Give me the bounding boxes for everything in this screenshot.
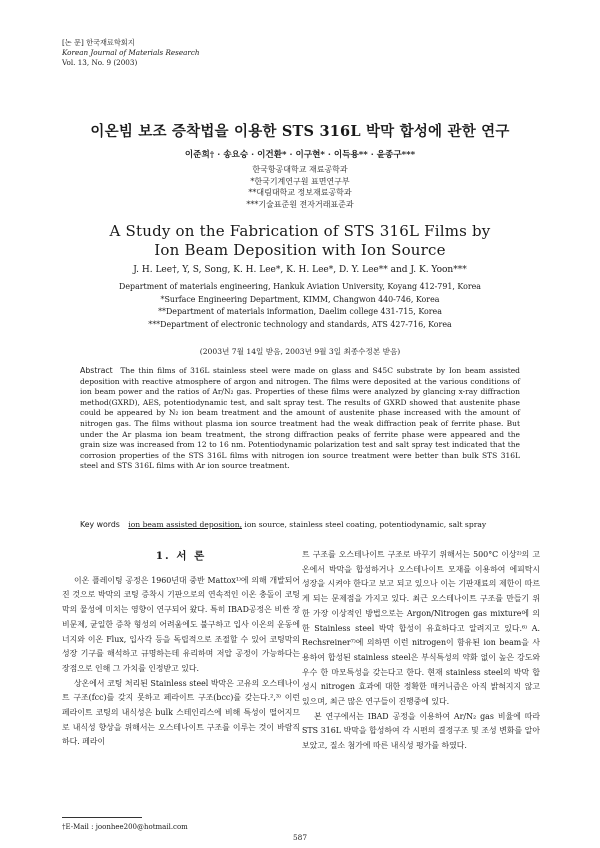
body-paragraph: 이온 플레이팅 공정은 1960년대 중반 Mattox¹⁾에 의해 개발되어진 것으로 박막의 코팅 증착시 기판으로의 연속적인 이온 충돌이 코팅막의 물성에 미치는 영향이 연구되어 왔다. 특히 IBAD공정은 비싼 장비문제, 균일한 증착 형성의 어려움에도 불구하고 입사 이온의 운동에너지와 이온 Flux, 입사각 등을 독립적으로 조절할 수 있어 코팅막의 성장 기구를 해석하고 규명하는데 유리하며 저압 공정이 가능하다는 장점으로 인해 그 가치를 인정받고 있다. [62, 575, 300, 673]
journal-korean-name: [논 문] 한국재료학회지 [62, 38, 135, 47]
body-paragraph: 본 연구에서는 IBAD 공정을 이용하여 Ar/N₂ gas 비율에 따라STS 316L 박막을 합성하여 각 시편의 결정구조 및 조성 변화를 알아보았고, 질소 첨가에 따른 내식성 평가를 하였다. [302, 711, 540, 751]
korean-title: 이온빔 보조 증착법을 이용한 STS 316L 박막 합성에 관한 연구 [90, 123, 510, 140]
english-affiliations [0, 281, 600, 331]
english-affiliation: Department of materials engineering, Hankuk Aviation University, Koyang 412-791, Korea [119, 282, 481, 291]
english-affiliation: ***Department of electronic technology and standards, ATS 427-716, Korea [148, 319, 452, 329]
korean-affiliation: ***기술표준원 전자거래표준과 [246, 199, 354, 209]
abstract-text: The thin films of 316L stainless steel were made on glass and S45C substrate by Ion beam assisted deposition with reactive atmosphere of argon and nitrogen. The films were deposited at the various conditions of ion beam power and the ratios of Ar/N₂ gas. Properties of these films were analyzed by glancing x-ray diffraction method(GXRD), AES, potentiodynamic test, and salt spray test. The results of GXRD showed that austenite phase could be appeared by N₂ ion beam treatment and the amount of austenite phase increased with the amount of nitrogen gas. The films without plasma ion source treatment had the weak diffraction peak of ferrite phase. But under the Ar plasma ion beam treatment, the strong diffraction peaks of ferrite phase were appeared and the grain size was increased from 12 to 16 nm. Potentiodynamic polarization test and salt spray test indicated that the corrosion properties of the STS 316L films with nitrogen ion source treatment were better than bulk STS 316L steel and STS 316L films with Ar ion source treatment. [80, 366, 520, 471]
page-number: 587 [292, 833, 308, 842]
english-authors: J. H. Lee†, Y, S, Song, K. H. Lee*, K. H. Lee*, D. Y. Lee** and J. K. Yoon*** [133, 265, 467, 275]
footnote-divider [62, 817, 142, 818]
journal-header [62, 38, 200, 68]
keywords [80, 520, 530, 529]
journal-english-name: Korean Journal of Materials Research [62, 48, 200, 57]
keywords-rest: ion source, stainless steel coating, potentiodynamic, salt spray [242, 520, 487, 529]
left-column [62, 548, 300, 750]
keywords-label: Key words [80, 520, 120, 529]
section-heading: 1. 서 론 [155, 550, 207, 562]
english-title-line: A Study on the Fabrication of STS 316L Films by [109, 222, 491, 240]
right-column [302, 548, 540, 754]
korean-authors: 이준희† · 송요승 · 이건환* · 이구현* · 이득용** · 윤종구*** [184, 150, 416, 160]
english-affiliation: *Surface Engineering Department, KIMM, Changwon 440-746, Korea [160, 294, 440, 304]
body-paragraph: 상온에서 코팅 처리된 Stainless steel 박막은 고유의 오스테나이트 구조(fcc)를 갖지 못하고 페라이트 구조(bcc)를 갖는다.²,³⁾ 이런 페라이트 코팅의 내식성은 bulk 스테인리스에 비해 특성이 떨어지므로 내식성 향상을 위해서는 오스테나이트 구조를 이루는 것이 바람직하다. 페라이 [62, 678, 300, 747]
footnote-email: †E-Mail : joonhee200@hotmail.com [62, 823, 188, 831]
english-affiliation: **Department of materials information, Daelim college 431-715, Korea [158, 307, 442, 316]
korean-affiliations [0, 164, 600, 210]
received-dates: (2003년 7월 14일 받음, 2003년 9월 3일 최종수정본 받음) [199, 347, 401, 356]
korean-affiliation: 한국항공대학교 재료공학과 [252, 165, 348, 174]
abstract [80, 366, 520, 472]
english-title-line: Ion Beam Deposition with Ion Source [154, 241, 446, 259]
journal-volume: Vol. 13, No. 9 (2003) [62, 58, 138, 67]
korean-affiliation: **대림대학교 정보재료공학과 [248, 188, 352, 198]
body-paragraph: 트 구조를 오스테나이트 구조로 바꾸기 위해서는 500°C 이상²⁾의 고온에서 박막을 합성하거나 오스테나이트 모재를 이용하여 에피탁시 성장을 시켜야 한다고 보고 되고 있으나 이는 기판재료의 제한이 따르게 되는 문제점을 가지고 있다. 최근 오스테나이트 구조를 만들기 위한 가장 이상적인 방법으로는 Argon/Nitrogen gas mixture에 의한 Stainless steel 박막 합성이 유효하다고 알려지고 있다.⁶⁾ A. Rechsreiner⁷⁾에 의하면 이런 nitrogen이 함유된 ion beam을 사용하여 합성된 stainless steel은 부식특성의 약화 없이 높은 강도와 우수 한 마모특성을 갖는다고 한다. 현재 stainless steel의 박막 합성시 nitrogen 효과에 대한 정확한 매커니즘은 아직 밝혀지지 않고 있으며, 최근 많은 연구들이 진행중에 있다. [302, 550, 540, 707]
english-title [0, 222, 600, 260]
korean-affiliation: *한국기계연구원 표면연구부 [250, 176, 350, 186]
keyword-underlined: ion beam assisted deposition, [128, 520, 243, 529]
abstract-label: Abstract [80, 366, 113, 375]
